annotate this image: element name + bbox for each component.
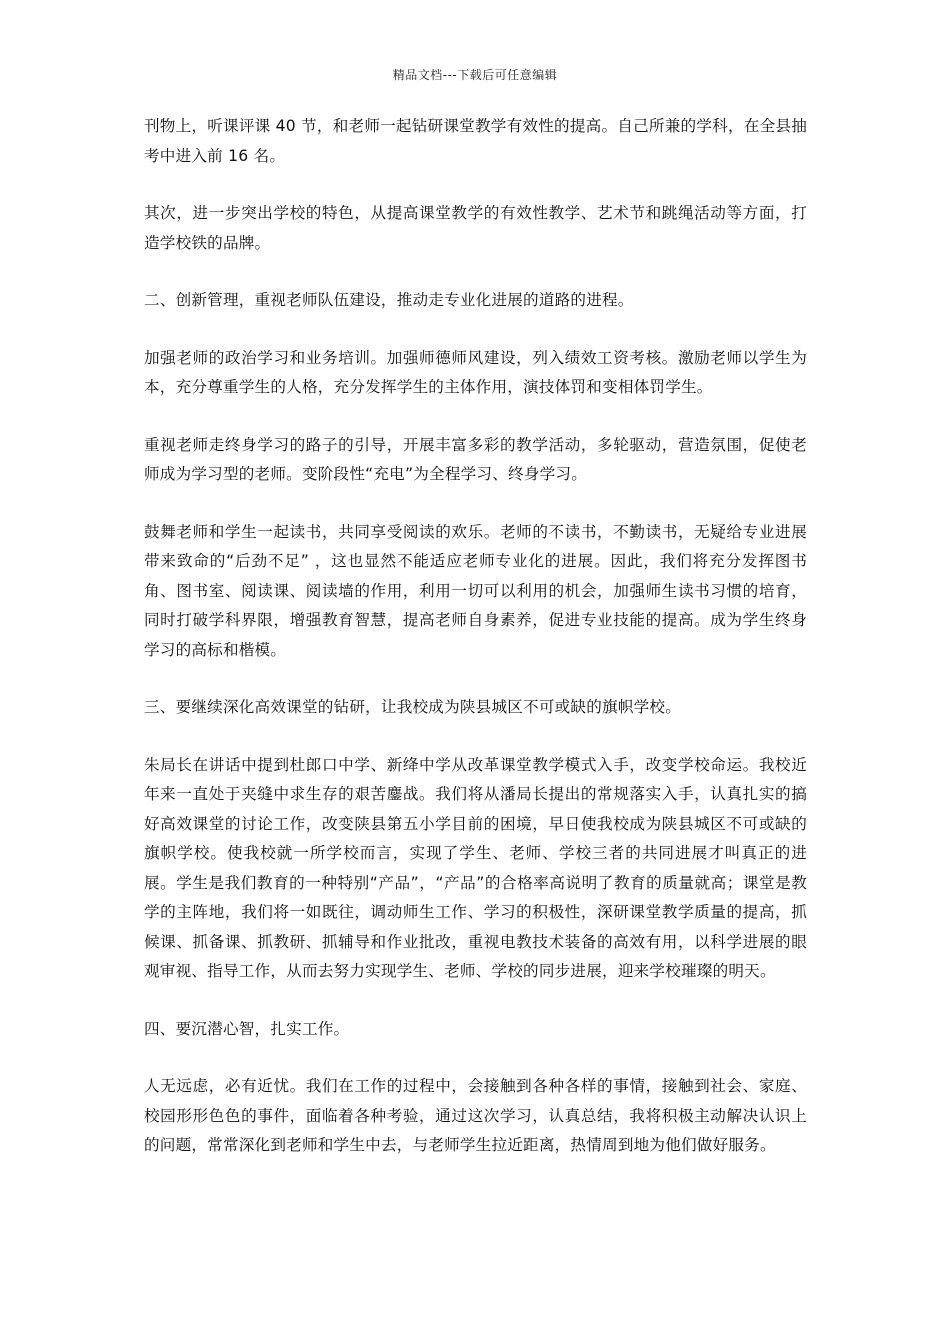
section-heading: 三、要继续深化高效课堂的钻研，让我校成为陕县城区不可或缺的旗帜学校。 [144,698,681,716]
document-body [144,112,807,1189]
paragraph: 刊物上，听课评课 40 节，和老师一起钻研课堂教学有效性的提高。自己所兼的学科，在全县抽考中进入前 16 名。 [144,117,807,165]
paragraph: 其次，进一步突出学校的特色，从提高课堂教学的有效性教学、艺术节和跳绳活动等方面，打造学校铁的品牌。 [144,204,807,252]
page-header: 精品文档---下载后可任意编辑 [392,68,558,82]
paragraph: 重视老师走终身学习的路子的引导，开展丰富多彩的教学活动，多轮驱动，营造氛围，促使老师成为学习型的老师。变阶段性“充电”为全程学习、终身学习。 [144,435,807,483]
section-heading: 四、要沉潜心智，扎实工作。 [144,1019,350,1038]
paragraph: 鼓舞老师和学生一起读书，共同享受阅读的欢乐。老师的不读书，不勤读书，无疑给专业进展带来致命的“后劲不足” ，这也显然不能适应老师专业化的进展。因此，我们将充分发挥图书角、图书室、阅读课、阅读墙的作用，利用一切可以利用的机会，加强师生读书习惯的培育，同时打破学科界限，增强教育智慧，提高老师自身素养，促进专业技能的提高。成为学生终身学习的高标和楷模。 [144,522,807,659]
paragraph: 加强老师的政治学习和业务培训。加强师德师风建设，列入绩效工资考核。激励老师以学生为本，充分尊重学生的人格，充分发挥学生的主体作用，演技体罚和变相体罚学生。 [144,348,807,396]
paragraph: 人无远虑，必有近忧。我们在工作的过程中，会接触到各种各样的事情，接触到社会、家庭、校园形形色色的事件，面临着各种考验，通过这次学习，认真总结，我将积极主动解决认识上的问题，常常深化到老师和学生中去，与老师学生拉近距离，热情周到地为他们做好服务。 [144,1077,807,1154]
section-heading: 二、创新管理，重视老师队伍建设，推动走专业化进展的道路的进程。 [144,291,634,309]
paragraph: 朱局长在讲话中提到杜郎口中学、新绛中学从改革课堂教学模式入手，改变学校命运。我校近年来一直处于夹缝中求生存的艰苦鏖战。我们将从潘局长提出的常规落实入手，认真扎实的搞好高效课堂的讨论工作，改变陕县第五小学目前的困境，早日使我校成为陕县城区不可或缺的旗帜学校。使我校就一所学校而言，实现了学生、老师、学校三者的共同进展才叫真正的进展。学生是我们教育的一种特别“产品”，“产品”的合格率高说明了教育的质量就高；课堂是教学的主阵地，我们将一如既往，调动师生工作、学习的积极性，深研课堂教学质量的提高，抓候课、抓备课、抓教研、抓辅导和作业批改，重视电教技术装备的高效有用，以科学进展的眼观审视、指导工作，从而去努力实现学生、老师、学校的同步进展，迎来学校璀璨的明天。 [144,755,807,980]
